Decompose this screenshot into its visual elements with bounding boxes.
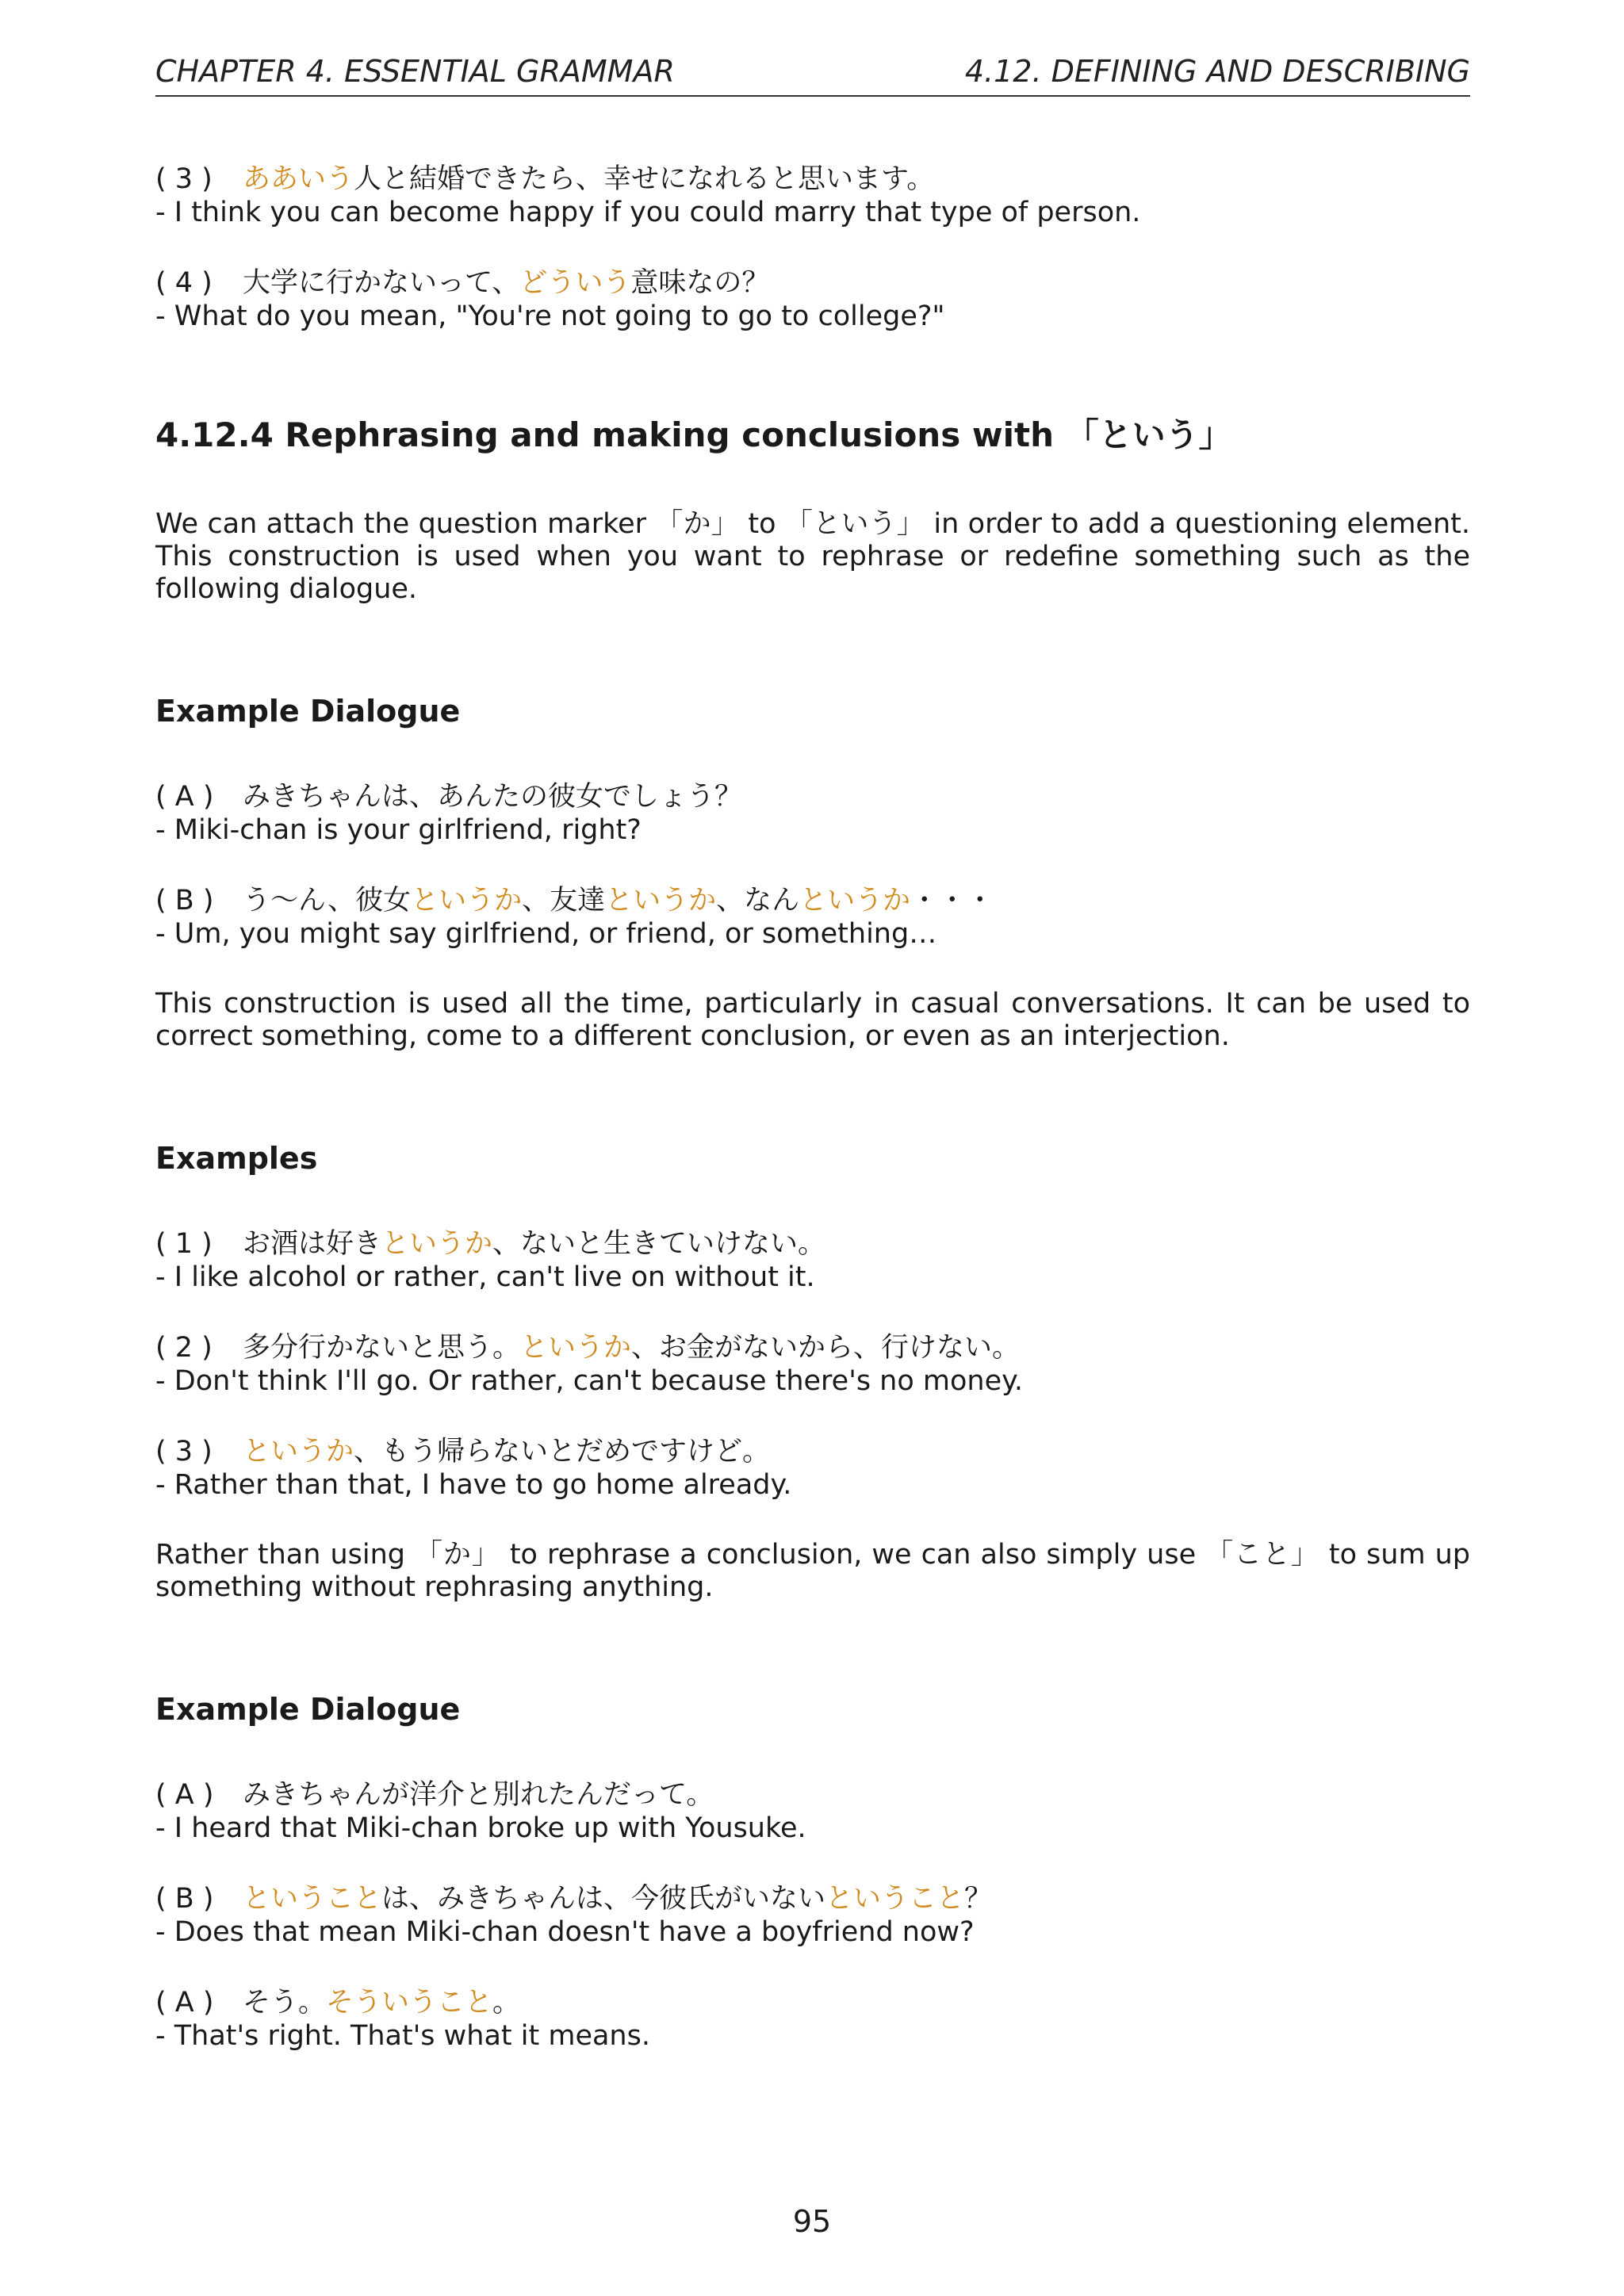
- dialogue-english: - I heard that Miki-chan broke up with Yousuke.: [155, 1812, 806, 1844]
- japanese-segment: 人と結婚できたら、幸せになれると思います。: [354, 163, 935, 195]
- japanese-segment: そう。: [243, 1987, 327, 2019]
- dialogue-line: [155, 1986, 1470, 2053]
- highlighted-phrase: ということ: [825, 1883, 965, 1915]
- example-english: - What do you mean, "You're not going to go to college?": [155, 300, 945, 332]
- dialogue-line: [155, 780, 1470, 847]
- japanese-segment: 多分行かないと思う。: [243, 1332, 521, 1364]
- example-english: - Rather than that, I have to go home already.: [155, 1469, 792, 1501]
- japanese-segment: ？: [964, 1883, 993, 1915]
- dialogue-english: - Does that mean Miki-chan doesn't have a boyfriend now?: [155, 1916, 975, 1948]
- dialogue1-heading: Example Dialogue: [155, 694, 461, 729]
- highlighted-phrase: どういう: [519, 267, 631, 299]
- example-japanese-text: [243, 1228, 825, 1260]
- example-entry: [155, 1331, 1470, 1398]
- examples-heading: Examples: [155, 1141, 318, 1176]
- japanese-segment: みきちゃんが洋介と別れたんだって。: [243, 1779, 714, 1811]
- example-number: ( 3 ): [155, 163, 213, 195]
- dialogue-line: [155, 1778, 1470, 1845]
- page-number: 95: [792, 2204, 832, 2239]
- japanese-segment: 。: [492, 1987, 521, 2019]
- japanese-segment: 、お金がないから、行けない。: [631, 1332, 1021, 1364]
- example-entry: [155, 1435, 1470, 1502]
- japanese-segment: 意味なの？: [630, 267, 770, 299]
- running-header: [155, 52, 1470, 97]
- dialogue-japanese-text: [243, 1883, 992, 1915]
- example-entry: [155, 1227, 1470, 1294]
- paragraph-intro: We can attach the question marker 「か」 to 「という」 in order to add a questioning element. This construction is used when you want to rephrase or redefine something such as the following dialogue.: [155, 508, 1470, 605]
- example-number: ( 1 ): [155, 1228, 213, 1260]
- example-number: ( 2 ): [155, 1332, 213, 1364]
- examples-list: [155, 1227, 1470, 1502]
- dialogue-2: [155, 1778, 1470, 2053]
- example-japanese-text: [243, 267, 769, 299]
- dialogue-line: [155, 1882, 1470, 1949]
- japanese-segment: 、ないと生きていけない。: [492, 1228, 826, 1260]
- paragraph-usage: This construction is used all the time, particularly in casual conversations. It can be used to correct something, come to a different conclusion, or even as an interjection.: [155, 988, 1470, 1052]
- dialogue2-heading: Example Dialogue: [155, 1692, 461, 1727]
- highlighted-phrase: というか: [520, 1332, 632, 1364]
- example-entry: [155, 266, 1470, 333]
- dialogue-japanese: [155, 780, 1470, 813]
- example-japanese: [155, 1227, 1470, 1261]
- header-chapter: CHAPTER 4. ESSENTIAL GRAMMAR: [155, 54, 675, 89]
- example-japanese-text: [243, 1436, 770, 1468]
- highlighted-phrase: そういうこと: [326, 1987, 493, 2019]
- speaker-label: ( A ): [155, 1779, 214, 1811]
- japanese-segment: う～ん、彼女: [243, 885, 412, 916]
- japanese-segment: お酒は好き: [243, 1228, 382, 1260]
- example-english: - Don't think I'll go. Or rather, can't because there's no money.: [155, 1365, 1023, 1397]
- speaker-label: ( A ): [155, 781, 214, 813]
- example-japanese: [155, 266, 1470, 300]
- highlighted-phrase: ということ: [243, 1883, 382, 1915]
- highlighted-phrase: ああいう: [243, 163, 354, 195]
- example-entry: [155, 163, 1470, 229]
- top-examples: [155, 163, 1470, 333]
- highlighted-phrase: というか: [605, 885, 717, 916]
- example-english: - I think you can become happy if you could marry that type of person.: [155, 197, 1141, 228]
- example-japanese: [155, 163, 1470, 196]
- japanese-segment: は、みきちゃんは、今彼氏がいない: [381, 1883, 826, 1915]
- example-japanese: [155, 1331, 1470, 1364]
- japanese-segment: 、なん: [716, 885, 800, 916]
- japanese-segment: ・・・: [910, 885, 994, 916]
- dialogue-japanese: [155, 1778, 1470, 1812]
- dialogue-english: - Miki-chan is your girlfriend, right?: [155, 814, 642, 846]
- example-japanese-text: [243, 1332, 1020, 1364]
- highlighted-phrase: というか: [243, 1436, 354, 1468]
- dialogue-japanese-text: [243, 885, 994, 916]
- japanese-segment: 大学に行かないって、: [243, 267, 520, 299]
- dialogue-line: [155, 884, 1470, 951]
- section-heading: 4.12.4 Rephrasing and making conclusions with 「という」: [155, 415, 1232, 454]
- highlighted-phrase: というか: [799, 885, 911, 916]
- dialogue-japanese-text: [243, 1779, 714, 1811]
- japanese-segment: 、もう帰らないとだめですけど。: [354, 1436, 771, 1468]
- page-content: [155, 163, 1470, 2053]
- dialogue-1: [155, 780, 1470, 951]
- paragraph-koto: Rather than using 「か」 to rephrase a conclusion, we can also simply use 「こと」 to sum up something without rephrasing anything.: [155, 1539, 1470, 1603]
- dialogue-japanese: [155, 1986, 1470, 2019]
- example-japanese-text: [243, 163, 934, 195]
- example-japanese: [155, 1435, 1470, 1468]
- dialogue-japanese: [155, 884, 1470, 917]
- dialogue-japanese-text: [243, 1987, 520, 2019]
- highlighted-phrase: というか: [411, 885, 523, 916]
- dialogue-japanese: [155, 1882, 1470, 1915]
- speaker-label: ( A ): [155, 1987, 214, 2019]
- example-number: ( 3 ): [155, 1436, 213, 1468]
- dialogue-japanese-text: [243, 781, 742, 813]
- japanese-segment: みきちゃんは、あんたの彼女でしょう？: [243, 781, 743, 813]
- dialogue-english: - That's right. That's what it means.: [155, 2020, 650, 2052]
- speaker-label: ( B ): [155, 1883, 214, 1915]
- speaker-label: ( B ): [155, 885, 214, 916]
- highlighted-phrase: というか: [381, 1228, 493, 1260]
- dialogue-english: - Um, you might say girlfriend, or friend, or something…: [155, 918, 937, 950]
- japanese-segment: 、友達: [522, 885, 606, 916]
- header-section: 4.12. DEFINING AND DESCRIBING: [964, 54, 1470, 89]
- example-english: - I like alcohol or rather, can't live on without it.: [155, 1261, 815, 1293]
- example-number: ( 4 ): [155, 267, 213, 299]
